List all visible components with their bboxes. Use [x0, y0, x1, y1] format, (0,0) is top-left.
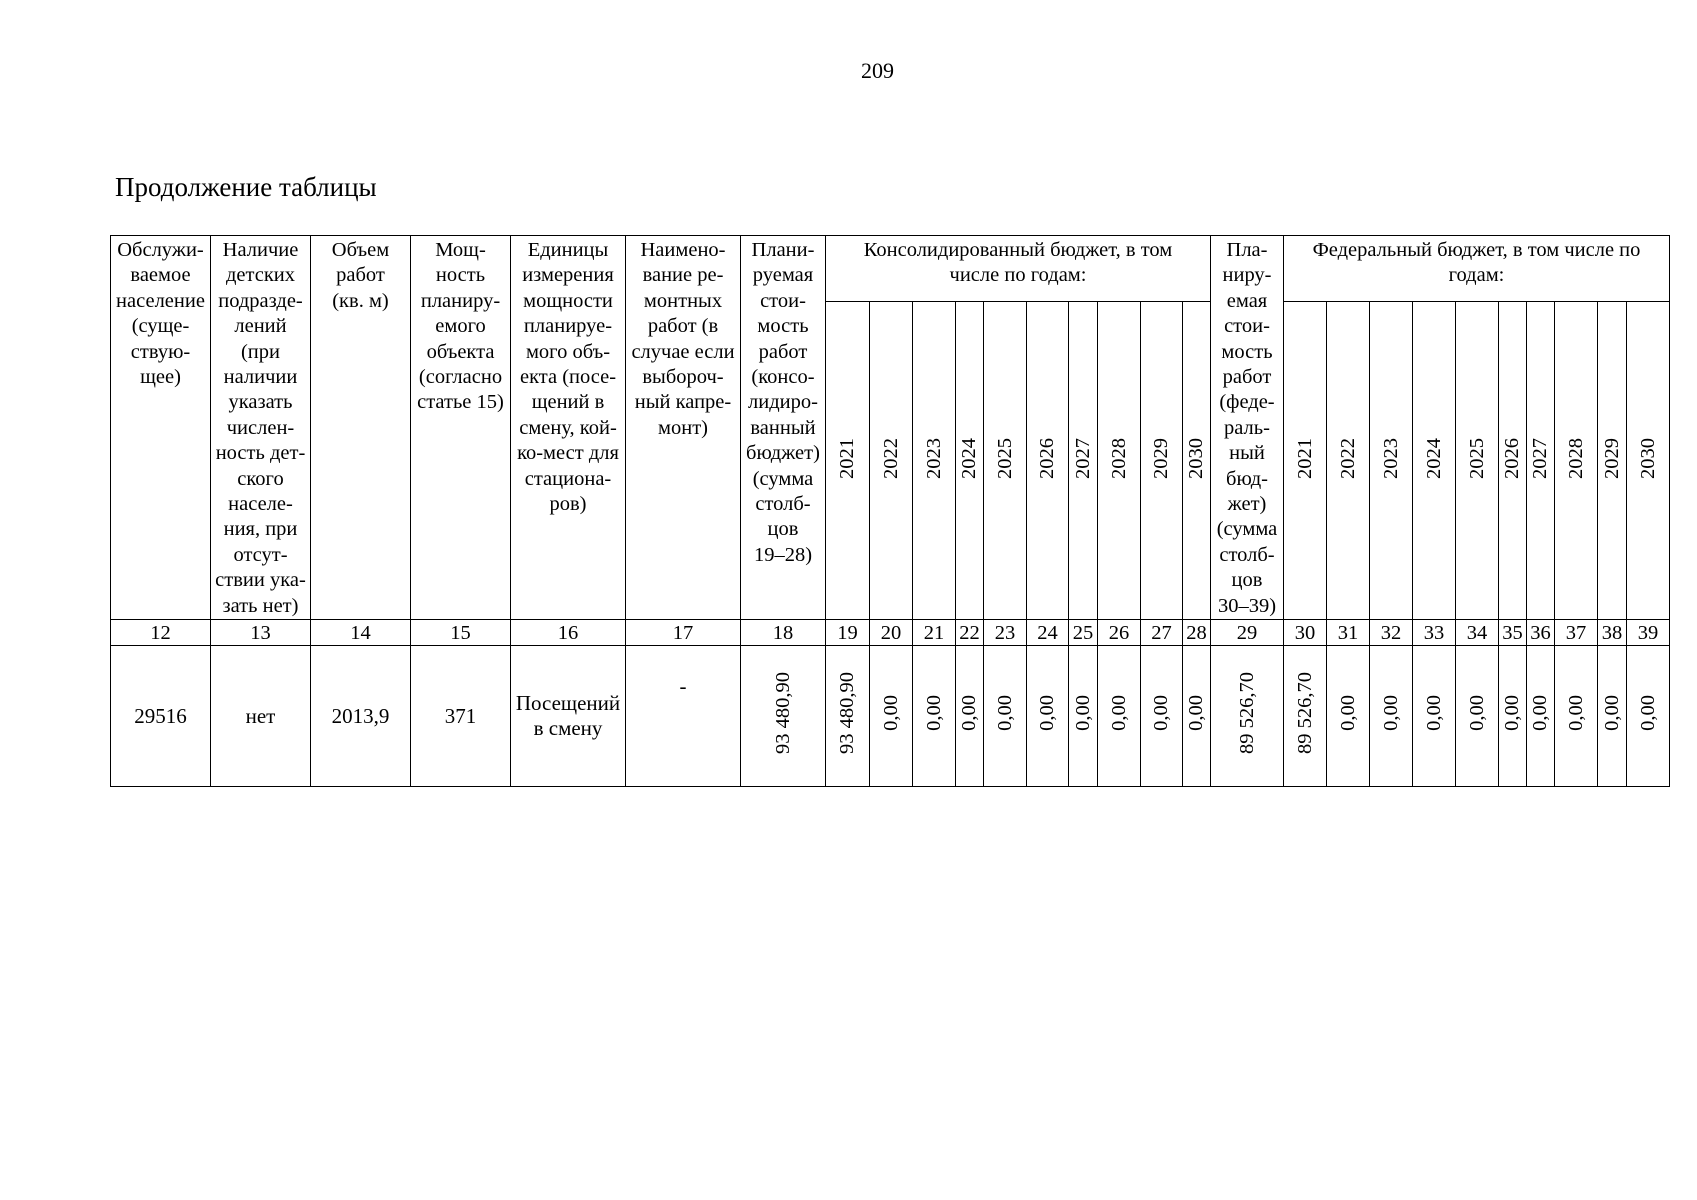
header-work-volume: [311, 236, 411, 620]
year-label: 2025: [1465, 437, 1488, 479]
column-number: 32: [1370, 620, 1413, 646]
header-capacity-units: [511, 236, 626, 620]
header-year-consolidated: [826, 302, 870, 620]
value: 0,00: [1036, 695, 1058, 732]
header-label: Федеральный бюджет, в том числе по годам:: [1312, 239, 1641, 287]
value: 0,00: [1501, 695, 1523, 732]
header-year-consolidated: [956, 302, 984, 620]
column-number: 18: [741, 620, 826, 646]
column-number: 26: [1098, 620, 1141, 646]
cell-work-volume: 2013,9: [311, 646, 411, 787]
header-label: Пла- ниру- емая стои- мость работ (феде- раль- ный бюд- жет) (сумма столб- цов 30–39): [1216, 239, 1278, 617]
header-year-consolidated: [984, 302, 1027, 620]
cell-federal-year: [1413, 646, 1456, 787]
column-number: 19: [826, 620, 870, 646]
year-label: 2023: [1379, 437, 1402, 479]
header-label: Наличие детских подразде- лений (при наличии указать числен- ность дет- ского населе- ния, при отсут- ствии ука- зать нет): [215, 239, 306, 617]
header-year-federal: [1499, 302, 1527, 620]
year-label: 2028: [1107, 437, 1130, 479]
cell-capacity-units: Посещений в смену: [511, 646, 626, 787]
cell-repair-works: -: [626, 646, 741, 787]
cell-consolidated-year: [1141, 646, 1183, 787]
column-number: 31: [1327, 620, 1370, 646]
cell-consolidated-year: [913, 646, 956, 787]
header-year-federal: [1555, 302, 1598, 620]
column-number: 34: [1456, 620, 1499, 646]
year-label: 2026: [1036, 437, 1058, 479]
value: 0,00: [1600, 695, 1623, 732]
value: 0,00: [1564, 695, 1587, 732]
value: 0,00: [958, 695, 980, 732]
header-year-consolidated: [1069, 302, 1098, 620]
header-year-consolidated: [1098, 302, 1141, 620]
year-label: 2024: [958, 437, 980, 479]
value: 89 526,70: [1235, 672, 1258, 755]
column-number: 14: [311, 620, 411, 646]
cell-federal-year: [1527, 646, 1555, 787]
year-label: 2021: [1293, 437, 1316, 479]
value: 89 526,70: [1293, 672, 1316, 755]
column-number: 22: [956, 620, 984, 646]
year-label: 2027: [1071, 437, 1094, 479]
cell-planned-cost-consolidated: [741, 646, 826, 787]
header-year-federal: [1627, 302, 1670, 620]
value: 0,00: [993, 695, 1016, 732]
year-label: 2029: [1150, 437, 1172, 479]
cell-federal-year: [1499, 646, 1527, 787]
header-label: Объем работ (кв. м): [331, 239, 390, 312]
cell-capacity: 371: [411, 646, 511, 787]
column-number: 27: [1141, 620, 1183, 646]
value: 0,00: [1465, 695, 1488, 732]
header-year-federal: [1527, 302, 1555, 620]
column-number: 13: [211, 620, 311, 646]
header-year-consolidated: [913, 302, 956, 620]
column-number: 17: [626, 620, 741, 646]
cell-federal-year: [1284, 646, 1327, 787]
cell-consolidated-year: [1183, 646, 1211, 787]
year-label: 2028: [1564, 437, 1587, 479]
header-year-consolidated: [1027, 302, 1069, 620]
cell-consolidated-year: [870, 646, 913, 787]
column-number: 38: [1598, 620, 1627, 646]
budget-table: [110, 235, 1670, 787]
value: 0,00: [1422, 695, 1445, 732]
column-number: 29: [1211, 620, 1284, 646]
header-planned-cost-federal: [1211, 236, 1284, 620]
year-label: 2024: [1422, 437, 1445, 479]
value: 0,00: [1336, 695, 1359, 732]
header-federal-budget-group: [1284, 236, 1670, 302]
column-number: 36: [1527, 620, 1555, 646]
header-served-population: [111, 236, 211, 620]
value: 93 480,90: [771, 672, 794, 755]
cell-planned-cost-federal: [1211, 646, 1284, 787]
header-label: Плани- руемая стои- мость работ (консо- лидиро- ванный бюджет) (сумма столб- цов 19–28): [746, 239, 820, 566]
header-year-federal: [1327, 302, 1370, 620]
value: 0,00: [1150, 695, 1172, 732]
year-label: 2022: [1336, 437, 1359, 479]
header-label: Наимено- вание ре- монтных работ (в случае если выбороч- ный капре- монт): [631, 239, 735, 439]
value: 0,00: [1071, 695, 1094, 732]
header-year-federal: [1598, 302, 1627, 620]
year-label: 2030: [1636, 437, 1659, 479]
column-number-row: [111, 620, 1670, 646]
header-year-federal: [1413, 302, 1456, 620]
header-year-consolidated: [1141, 302, 1183, 620]
column-number: 21: [913, 620, 956, 646]
header-year-federal: [1370, 302, 1413, 620]
page-number: 209: [861, 58, 894, 83]
header-consolidated-budget-group: [826, 236, 1211, 302]
value: 0,00: [1107, 695, 1130, 732]
header-year-consolidated: [870, 302, 913, 620]
cell-served-population: 29516: [111, 646, 211, 787]
cell-consolidated-year: [1027, 646, 1069, 787]
header-planned-cost-consolidated: [741, 236, 826, 620]
column-number: 12: [111, 620, 211, 646]
cell-federal-year: [1327, 646, 1370, 787]
column-number: 16: [511, 620, 626, 646]
year-label: 2022: [879, 437, 902, 479]
cell-federal-year: [1456, 646, 1499, 787]
header-year-federal: [1456, 302, 1499, 620]
column-number: 15: [411, 620, 511, 646]
column-number: 25: [1069, 620, 1098, 646]
table-caption: Продолжение таблицы: [115, 172, 377, 202]
cell-consolidated-year: [826, 646, 870, 787]
header-label: Мощ- ность планиру- емого объекта (согласно статье 15): [417, 239, 504, 414]
column-number: 33: [1413, 620, 1456, 646]
header-capacity: [411, 236, 511, 620]
year-label: 2030: [1185, 437, 1207, 479]
column-number: 39: [1627, 620, 1670, 646]
header-year-federal: [1284, 302, 1327, 620]
value: 93 480,90: [836, 672, 858, 755]
cell-federal-year: [1370, 646, 1413, 787]
cell-federal-year: [1555, 646, 1598, 787]
cell-consolidated-year: [1069, 646, 1098, 787]
header-label: Консолидированный бюджет, в том числе по годам:: [863, 239, 1173, 287]
column-number: 23: [984, 620, 1027, 646]
cell-consolidated-year: [984, 646, 1027, 787]
cell-children-units: нет: [211, 646, 311, 787]
column-number: 37: [1555, 620, 1598, 646]
header-children-units: [211, 236, 311, 620]
column-number: 28: [1183, 620, 1211, 646]
year-label: 2029: [1600, 437, 1623, 479]
column-number: 35: [1499, 620, 1527, 646]
header-label: Обслужи- ваемое население (суще- ствую- щее): [116, 239, 205, 389]
value: 0,00: [1636, 695, 1659, 732]
column-number: 24: [1027, 620, 1069, 646]
cell-consolidated-year: [956, 646, 984, 787]
value: 0,00: [1379, 695, 1402, 732]
cell-federal-year: [1627, 646, 1670, 787]
year-label: 2025: [993, 437, 1016, 479]
header-year-consolidated: [1183, 302, 1211, 620]
cell-federal-year: [1598, 646, 1627, 787]
column-number: 20: [870, 620, 913, 646]
table-row: [111, 646, 1670, 787]
column-number: 30: [1284, 620, 1327, 646]
year-label: 2027: [1529, 437, 1551, 479]
value: 0,00: [922, 695, 945, 732]
header-label: Единицы измерения мощности планируе- мого объ- екта (посе- щений в смену, кой- ко-мест для стациона- ров): [517, 239, 619, 516]
year-label: 2026: [1501, 437, 1523, 479]
year-label: 2021: [836, 437, 858, 479]
value: 0,00: [1529, 695, 1551, 732]
year-label: 2023: [922, 437, 945, 479]
value: 0,00: [1185, 695, 1207, 732]
value: 0,00: [879, 695, 902, 732]
cell-consolidated-year: [1098, 646, 1141, 787]
header-repair-works: [626, 236, 741, 620]
